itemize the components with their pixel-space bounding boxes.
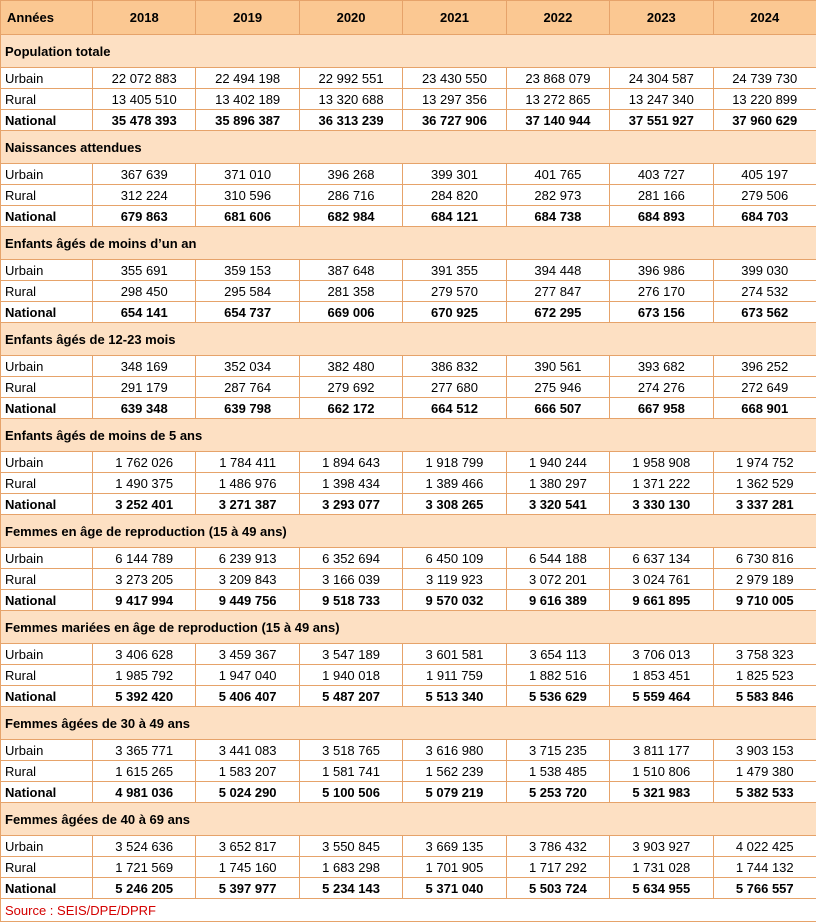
table-cell: 399 030 bbox=[713, 260, 816, 281]
table-cell: 3 601 581 bbox=[403, 644, 506, 665]
table-cell: 662 172 bbox=[299, 398, 402, 419]
table-cell: 1 918 799 bbox=[403, 452, 506, 473]
table-cell: 9 449 756 bbox=[196, 590, 299, 611]
table-cell: 396 268 bbox=[299, 164, 402, 185]
row-label: Rural bbox=[1, 761, 93, 782]
table-cell: 9 518 733 bbox=[299, 590, 402, 611]
table-cell: 9 417 994 bbox=[93, 590, 196, 611]
table-cell: 37 960 629 bbox=[713, 110, 816, 131]
table-cell: 13 220 899 bbox=[713, 89, 816, 110]
table-cell: 277 847 bbox=[506, 281, 609, 302]
table-cell: 396 252 bbox=[713, 356, 816, 377]
table-cell: 666 507 bbox=[506, 398, 609, 419]
table-cell: 348 169 bbox=[93, 356, 196, 377]
table-cell: 5 406 407 bbox=[196, 686, 299, 707]
table-cell: 5 397 977 bbox=[196, 878, 299, 899]
table-cell: 1 744 132 bbox=[713, 857, 816, 878]
table-cell: 1 853 451 bbox=[610, 665, 713, 686]
table-cell: 390 561 bbox=[506, 356, 609, 377]
table-cell: 3 715 235 bbox=[506, 740, 609, 761]
table-cell: 3 459 367 bbox=[196, 644, 299, 665]
table-row bbox=[1, 302, 816, 323]
table-cell: 310 596 bbox=[196, 185, 299, 206]
table-cell: 3 209 843 bbox=[196, 569, 299, 590]
table-cell: 3 652 817 bbox=[196, 836, 299, 857]
table-cell: 1 389 466 bbox=[403, 473, 506, 494]
row-label: National bbox=[1, 686, 93, 707]
section-title: Femmes mariées en âge de reproduction (15 à 49 ans) bbox=[1, 611, 816, 644]
table-row bbox=[1, 281, 816, 302]
table-cell: 682 984 bbox=[299, 206, 402, 227]
table-row bbox=[1, 356, 816, 377]
table-row bbox=[1, 590, 816, 611]
year-header: 2019 bbox=[196, 1, 299, 35]
header-label: Années bbox=[1, 1, 93, 35]
row-label: Urbain bbox=[1, 740, 93, 761]
row-label: National bbox=[1, 206, 93, 227]
section-header-row bbox=[1, 131, 816, 164]
table-cell: 276 170 bbox=[610, 281, 713, 302]
section-header-row bbox=[1, 323, 816, 356]
row-label: National bbox=[1, 590, 93, 611]
year-header: 2021 bbox=[403, 1, 506, 35]
table-cell: 13 402 189 bbox=[196, 89, 299, 110]
table-cell: 3 320 541 bbox=[506, 494, 609, 515]
section-header-row bbox=[1, 515, 816, 548]
table-cell: 3 441 083 bbox=[196, 740, 299, 761]
table-cell: 405 197 bbox=[713, 164, 816, 185]
table-cell: 1 371 222 bbox=[610, 473, 713, 494]
table-cell: 5 321 983 bbox=[610, 782, 713, 803]
table-row bbox=[1, 398, 816, 419]
table-cell: 1 380 297 bbox=[506, 473, 609, 494]
table-cell: 1 947 040 bbox=[196, 665, 299, 686]
table-cell: 5 253 720 bbox=[506, 782, 609, 803]
table-row bbox=[1, 878, 816, 899]
table-cell: 670 925 bbox=[403, 302, 506, 323]
table-row bbox=[1, 857, 816, 878]
section-title: Enfants âgés de 12-23 mois bbox=[1, 323, 816, 356]
table-cell: 5 536 629 bbox=[506, 686, 609, 707]
table-cell: 393 682 bbox=[610, 356, 713, 377]
row-label: Urbain bbox=[1, 356, 93, 377]
year-header: 2022 bbox=[506, 1, 609, 35]
table-cell: 1 510 806 bbox=[610, 761, 713, 782]
table-row bbox=[1, 761, 816, 782]
table-cell: 5 371 040 bbox=[403, 878, 506, 899]
table-cell: 22 072 883 bbox=[93, 68, 196, 89]
table-row bbox=[1, 782, 816, 803]
table-cell: 3 273 205 bbox=[93, 569, 196, 590]
table-cell: 4 022 425 bbox=[713, 836, 816, 857]
table-row bbox=[1, 686, 816, 707]
table-cell: 359 153 bbox=[196, 260, 299, 281]
table-cell: 4 981 036 bbox=[93, 782, 196, 803]
table-cell: 5 634 955 bbox=[610, 878, 713, 899]
table-cell: 664 512 bbox=[403, 398, 506, 419]
row-label: Rural bbox=[1, 377, 93, 398]
table-cell: 3 547 189 bbox=[299, 644, 402, 665]
table-cell: 5 100 506 bbox=[299, 782, 402, 803]
row-label: Urbain bbox=[1, 548, 93, 569]
section-header-row bbox=[1, 419, 816, 452]
source-note: Source : SEIS/DPE/DPRF bbox=[1, 899, 816, 922]
table-cell: 3 903 153 bbox=[713, 740, 816, 761]
table-cell: 2 979 189 bbox=[713, 569, 816, 590]
table-cell: 24 739 730 bbox=[713, 68, 816, 89]
table-cell: 394 448 bbox=[506, 260, 609, 281]
table-cell: 1 762 026 bbox=[93, 452, 196, 473]
table-cell: 3 669 135 bbox=[403, 836, 506, 857]
table-cell: 13 272 865 bbox=[506, 89, 609, 110]
table-cell: 3 524 636 bbox=[93, 836, 196, 857]
table-cell: 35 896 387 bbox=[196, 110, 299, 131]
row-label: National bbox=[1, 494, 93, 515]
table-cell: 367 639 bbox=[93, 164, 196, 185]
row-label: Rural bbox=[1, 89, 93, 110]
row-label: Rural bbox=[1, 665, 93, 686]
table-cell: 382 480 bbox=[299, 356, 402, 377]
table-cell: 284 820 bbox=[403, 185, 506, 206]
table-cell: 387 648 bbox=[299, 260, 402, 281]
table-cell: 5 234 143 bbox=[299, 878, 402, 899]
table-cell: 672 295 bbox=[506, 302, 609, 323]
table-cell: 1 362 529 bbox=[713, 473, 816, 494]
table-cell: 1 958 908 bbox=[610, 452, 713, 473]
row-label: Rural bbox=[1, 473, 93, 494]
table-cell: 3 252 401 bbox=[93, 494, 196, 515]
table-cell: 9 570 032 bbox=[403, 590, 506, 611]
table-row bbox=[1, 836, 816, 857]
table-cell: 1 745 160 bbox=[196, 857, 299, 878]
section-title: Femmes âgées de 30 à 49 ans bbox=[1, 707, 816, 740]
table-cell: 639 798 bbox=[196, 398, 299, 419]
table-cell: 403 727 bbox=[610, 164, 713, 185]
section-title: Femmes âgées de 40 à 69 ans bbox=[1, 803, 816, 836]
table-cell: 1 583 207 bbox=[196, 761, 299, 782]
table-cell: 3 616 980 bbox=[403, 740, 506, 761]
table-row bbox=[1, 185, 816, 206]
table-cell: 298 450 bbox=[93, 281, 196, 302]
table-cell: 275 946 bbox=[506, 377, 609, 398]
table-cell: 396 986 bbox=[610, 260, 713, 281]
table-cell: 654 141 bbox=[93, 302, 196, 323]
table-cell: 22 494 198 bbox=[196, 68, 299, 89]
row-label: National bbox=[1, 878, 93, 899]
table-cell: 312 224 bbox=[93, 185, 196, 206]
table-cell: 5 246 205 bbox=[93, 878, 196, 899]
table-cell: 401 765 bbox=[506, 164, 609, 185]
table-cell: 3 119 923 bbox=[403, 569, 506, 590]
table-row bbox=[1, 164, 816, 185]
table-row bbox=[1, 548, 816, 569]
table-row bbox=[1, 740, 816, 761]
table-cell: 282 973 bbox=[506, 185, 609, 206]
table-cell: 1 538 485 bbox=[506, 761, 609, 782]
table-cell: 6 144 789 bbox=[93, 548, 196, 569]
table-cell: 1 683 298 bbox=[299, 857, 402, 878]
table-cell: 684 703 bbox=[713, 206, 816, 227]
table-cell: 13 405 510 bbox=[93, 89, 196, 110]
table-cell: 355 691 bbox=[93, 260, 196, 281]
table-cell: 279 692 bbox=[299, 377, 402, 398]
table-cell: 3 166 039 bbox=[299, 569, 402, 590]
table-cell: 272 649 bbox=[713, 377, 816, 398]
row-label: Urbain bbox=[1, 260, 93, 281]
table-cell: 1 398 434 bbox=[299, 473, 402, 494]
table-cell: 5 079 219 bbox=[403, 782, 506, 803]
table-cell: 3 550 845 bbox=[299, 836, 402, 857]
table-cell: 13 297 356 bbox=[403, 89, 506, 110]
table-cell: 281 358 bbox=[299, 281, 402, 302]
table-cell: 1 985 792 bbox=[93, 665, 196, 686]
table-cell: 391 355 bbox=[403, 260, 506, 281]
table-cell: 1 731 028 bbox=[610, 857, 713, 878]
table-cell: 6 544 188 bbox=[506, 548, 609, 569]
table-cell: 684 738 bbox=[506, 206, 609, 227]
table-cell: 6 637 134 bbox=[610, 548, 713, 569]
table-row bbox=[1, 569, 816, 590]
table-cell: 684 893 bbox=[610, 206, 713, 227]
table-cell: 6 730 816 bbox=[713, 548, 816, 569]
table-cell: 3 024 761 bbox=[610, 569, 713, 590]
table-cell: 679 863 bbox=[93, 206, 196, 227]
table-row bbox=[1, 110, 816, 131]
table-row bbox=[1, 452, 816, 473]
table-cell: 6 450 109 bbox=[403, 548, 506, 569]
row-label: National bbox=[1, 398, 93, 419]
table-body bbox=[1, 35, 816, 899]
table-cell: 667 958 bbox=[610, 398, 713, 419]
table-cell: 274 276 bbox=[610, 377, 713, 398]
table-cell: 1 721 569 bbox=[93, 857, 196, 878]
table-cell: 654 737 bbox=[196, 302, 299, 323]
source-row bbox=[1, 899, 816, 922]
table-cell: 35 478 393 bbox=[93, 110, 196, 131]
table-cell: 3 654 113 bbox=[506, 644, 609, 665]
section-title: Enfants âgés de moins d’un an bbox=[1, 227, 816, 260]
row-label: Rural bbox=[1, 281, 93, 302]
table-cell: 5 583 846 bbox=[713, 686, 816, 707]
table-row bbox=[1, 89, 816, 110]
table-cell: 1 825 523 bbox=[713, 665, 816, 686]
section-header-row bbox=[1, 707, 816, 740]
table-cell: 3 330 130 bbox=[610, 494, 713, 515]
table-cell: 5 487 207 bbox=[299, 686, 402, 707]
year-header: 2018 bbox=[93, 1, 196, 35]
table-cell: 13 247 340 bbox=[610, 89, 713, 110]
table-cell: 23 430 550 bbox=[403, 68, 506, 89]
table-cell: 9 661 895 bbox=[610, 590, 713, 611]
table-cell: 1 581 741 bbox=[299, 761, 402, 782]
table-cell: 5 382 533 bbox=[713, 782, 816, 803]
table-cell: 5 766 557 bbox=[713, 878, 816, 899]
table-cell: 6 239 913 bbox=[196, 548, 299, 569]
table-cell: 684 121 bbox=[403, 206, 506, 227]
section-title: Naissances attendues bbox=[1, 131, 816, 164]
table-cell: 13 320 688 bbox=[299, 89, 402, 110]
table-cell: 9 710 005 bbox=[713, 590, 816, 611]
table-cell: 1 911 759 bbox=[403, 665, 506, 686]
table-cell: 3 337 281 bbox=[713, 494, 816, 515]
row-label: National bbox=[1, 782, 93, 803]
section-title: Enfants âgés de moins de 5 ans bbox=[1, 419, 816, 452]
table-cell: 668 901 bbox=[713, 398, 816, 419]
table-cell: 3 293 077 bbox=[299, 494, 402, 515]
section-header-row bbox=[1, 227, 816, 260]
table-cell: 371 010 bbox=[196, 164, 299, 185]
table-row bbox=[1, 68, 816, 89]
table-cell: 36 727 906 bbox=[403, 110, 506, 131]
table-cell: 673 562 bbox=[713, 302, 816, 323]
table-cell: 6 352 694 bbox=[299, 548, 402, 569]
table-cell: 279 506 bbox=[713, 185, 816, 206]
table-cell: 681 606 bbox=[196, 206, 299, 227]
table-row bbox=[1, 494, 816, 515]
table-cell: 22 992 551 bbox=[299, 68, 402, 89]
table-cell: 669 006 bbox=[299, 302, 402, 323]
section-title: Population totale bbox=[1, 35, 816, 68]
table-cell: 386 832 bbox=[403, 356, 506, 377]
table-cell: 9 616 389 bbox=[506, 590, 609, 611]
table-cell: 36 313 239 bbox=[299, 110, 402, 131]
table-cell: 3 758 323 bbox=[713, 644, 816, 665]
year-header: 2020 bbox=[299, 1, 402, 35]
table-cell: 5 392 420 bbox=[93, 686, 196, 707]
row-label: Urbain bbox=[1, 68, 93, 89]
table-cell: 281 166 bbox=[610, 185, 713, 206]
table-cell: 639 348 bbox=[93, 398, 196, 419]
table-cell: 1 882 516 bbox=[506, 665, 609, 686]
row-label: Urbain bbox=[1, 452, 93, 473]
table-cell: 24 304 587 bbox=[610, 68, 713, 89]
header-row bbox=[1, 1, 816, 35]
table-cell: 37 551 927 bbox=[610, 110, 713, 131]
table-cell: 5 503 724 bbox=[506, 878, 609, 899]
table-cell: 3 518 765 bbox=[299, 740, 402, 761]
table-cell: 1 974 752 bbox=[713, 452, 816, 473]
row-label: Urbain bbox=[1, 836, 93, 857]
table-cell: 1 562 239 bbox=[403, 761, 506, 782]
row-label: Rural bbox=[1, 185, 93, 206]
table-cell: 3 903 927 bbox=[610, 836, 713, 857]
table-cell: 399 301 bbox=[403, 164, 506, 185]
table-cell: 286 716 bbox=[299, 185, 402, 206]
table-cell: 1 615 265 bbox=[93, 761, 196, 782]
year-header: 2024 bbox=[713, 1, 816, 35]
table-cell: 1 940 244 bbox=[506, 452, 609, 473]
table-cell: 3 072 201 bbox=[506, 569, 609, 590]
table-row bbox=[1, 206, 816, 227]
table-cell: 1 486 976 bbox=[196, 473, 299, 494]
table-cell: 3 811 177 bbox=[610, 740, 713, 761]
table-cell: 3 308 265 bbox=[403, 494, 506, 515]
section-header-row bbox=[1, 35, 816, 68]
table-row bbox=[1, 260, 816, 281]
table-cell: 1 894 643 bbox=[299, 452, 402, 473]
table-cell: 37 140 944 bbox=[506, 110, 609, 131]
table-cell: 3 706 013 bbox=[610, 644, 713, 665]
table-cell: 279 570 bbox=[403, 281, 506, 302]
row-label: National bbox=[1, 110, 93, 131]
table-row bbox=[1, 377, 816, 398]
table-cell: 5 559 464 bbox=[610, 686, 713, 707]
table-cell: 5 024 290 bbox=[196, 782, 299, 803]
table-cell: 352 034 bbox=[196, 356, 299, 377]
table-cell: 23 868 079 bbox=[506, 68, 609, 89]
year-header: 2023 bbox=[610, 1, 713, 35]
table-row bbox=[1, 665, 816, 686]
row-label: Rural bbox=[1, 569, 93, 590]
table-cell: 673 156 bbox=[610, 302, 713, 323]
table-cell: 274 532 bbox=[713, 281, 816, 302]
row-label: Urbain bbox=[1, 164, 93, 185]
table-cell: 5 513 340 bbox=[403, 686, 506, 707]
section-title: Femmes en âge de reproduction (15 à 49 ans) bbox=[1, 515, 816, 548]
table-cell: 3 271 387 bbox=[196, 494, 299, 515]
table-row bbox=[1, 473, 816, 494]
table-cell: 1 701 905 bbox=[403, 857, 506, 878]
row-label: National bbox=[1, 302, 93, 323]
table-cell: 1 940 018 bbox=[299, 665, 402, 686]
table-cell: 295 584 bbox=[196, 281, 299, 302]
section-header-row bbox=[1, 803, 816, 836]
table-cell: 1 717 292 bbox=[506, 857, 609, 878]
row-label: Urbain bbox=[1, 644, 93, 665]
table-cell: 1 490 375 bbox=[93, 473, 196, 494]
table-row bbox=[1, 644, 816, 665]
table-cell: 1 784 411 bbox=[196, 452, 299, 473]
table-cell: 291 179 bbox=[93, 377, 196, 398]
table-cell: 3 406 628 bbox=[93, 644, 196, 665]
table-cell: 3 786 432 bbox=[506, 836, 609, 857]
section-header-row bbox=[1, 611, 816, 644]
row-label: Rural bbox=[1, 857, 93, 878]
table-cell: 1 479 380 bbox=[713, 761, 816, 782]
table-cell: 287 764 bbox=[196, 377, 299, 398]
table-cell: 3 365 771 bbox=[93, 740, 196, 761]
table-cell: 277 680 bbox=[403, 377, 506, 398]
